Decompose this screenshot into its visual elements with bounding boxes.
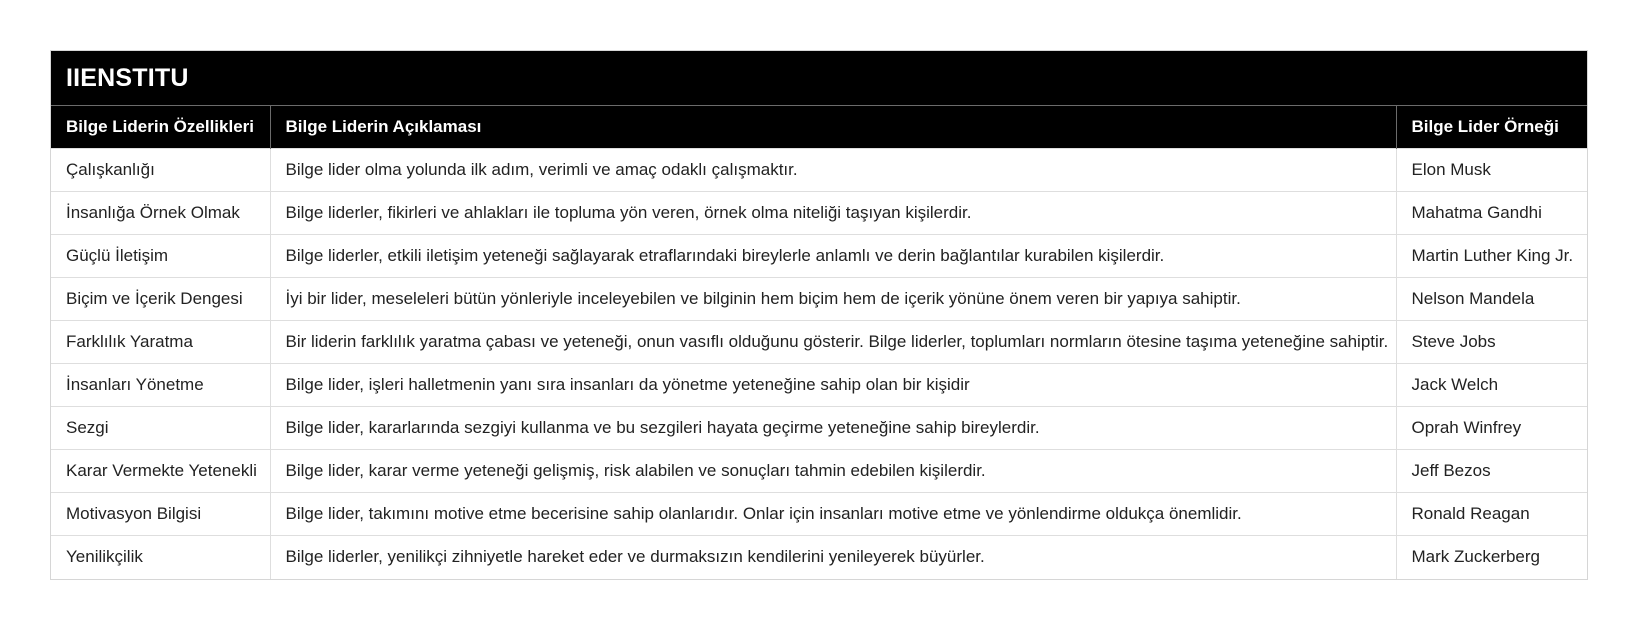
trait-cell: Güçlü İletişim xyxy=(51,235,270,278)
example-cell: Martin Luther King Jr. xyxy=(1396,235,1587,278)
description-cell: İyi bir lider, meseleleri bütün yönleriyle inceleyebilen ve bilginin hem biçim hem de içerik yönüne önem veren bir yapıya sahiptir. xyxy=(270,278,1396,321)
table-row xyxy=(51,364,1587,407)
example-cell: Ronald Reagan xyxy=(1396,493,1587,536)
table-body xyxy=(51,149,1587,579)
example-cell: Jack Welch xyxy=(1396,364,1587,407)
table-row xyxy=(51,493,1587,536)
table-row xyxy=(51,536,1587,579)
data-table xyxy=(51,105,1587,579)
trait-cell: Motivasyon Bilgisi xyxy=(51,493,270,536)
table-row xyxy=(51,149,1587,192)
trait-cell: Sezgi xyxy=(51,407,270,450)
description-cell: Bilge lider olma yolunda ilk adım, verimli ve amaç odaklı çalışmaktır. xyxy=(270,149,1396,192)
trait-cell: Karar Vermekte Yetenekli xyxy=(51,450,270,493)
column-header-description: Bilge Liderin Açıklaması xyxy=(270,106,1396,149)
table-row xyxy=(51,278,1587,321)
example-cell: Jeff Bezos xyxy=(1396,450,1587,493)
table-title: IIENSTITU xyxy=(51,51,1587,105)
example-cell: Mahatma Gandhi xyxy=(1396,192,1587,235)
table-row xyxy=(51,235,1587,278)
trait-cell: Çalışkanlığı xyxy=(51,149,270,192)
table-row xyxy=(51,192,1587,235)
trait-cell: Farklılık Yaratma xyxy=(51,321,270,364)
example-cell: Nelson Mandela xyxy=(1396,278,1587,321)
trait-cell: Biçim ve İçerik Dengesi xyxy=(51,278,270,321)
leadership-table xyxy=(50,50,1588,580)
trait-cell: İnsanlığa Örnek Olmak xyxy=(51,192,270,235)
column-header-traits: Bilge Liderin Özellikleri xyxy=(51,106,270,149)
description-cell: Bilge liderler, yenilikçi zihniyetle hareket eder ve durmaksızın kendilerini yenileyerek büyürler. xyxy=(270,536,1396,579)
description-cell: Bilge lider, karar verme yeteneği gelişmiş, risk alabilen ve sonuçları tahmin edebilen kişilerdir. xyxy=(270,450,1396,493)
example-cell: Steve Jobs xyxy=(1396,321,1587,364)
header-row xyxy=(51,106,1587,149)
example-cell: Oprah Winfrey xyxy=(1396,407,1587,450)
trait-cell: İnsanları Yönetme xyxy=(51,364,270,407)
table-row xyxy=(51,321,1587,364)
description-cell: Bilge liderler, etkili iletişim yeteneği sağlayarak etraflarındaki bireylerle anlamlı ve derin bağlantılar kurabilen kişilerdir. xyxy=(270,235,1396,278)
example-cell: Elon Musk xyxy=(1396,149,1587,192)
table-row xyxy=(51,450,1587,493)
trait-cell: Yenilikçilik xyxy=(51,536,270,579)
description-cell: Bilge lider, işleri halletmenin yanı sıra insanları da yönetme yeteneğine sahip olan bir kişidir xyxy=(270,364,1396,407)
description-cell: Bilge liderler, fikirleri ve ahlakları ile topluma yön veren, örnek olma niteliği taşıyan kişilerdir. xyxy=(270,192,1396,235)
table-row xyxy=(51,407,1587,450)
description-cell: Bilge lider, takımını motive etme becerisine sahip olanlarıdır. Onlar için insanları motive etme ve yönlendirme oldukça önemlidir. xyxy=(270,493,1396,536)
column-header-example: Bilge Lider Örneği xyxy=(1396,106,1587,149)
description-cell: Bilge lider, kararlarında sezgiyi kullanma ve bu sezgileri hayata geçirme yeteneğine sahip bireylerdir. xyxy=(270,407,1396,450)
example-cell: Mark Zuckerberg xyxy=(1396,536,1587,579)
description-cell: Bir liderin farklılık yaratma çabası ve yeteneği, onun vasıflı olduğunu gösterir. Bilge liderler, toplumları normların ötesine taşıma yeteneğine sahiptir. xyxy=(270,321,1396,364)
